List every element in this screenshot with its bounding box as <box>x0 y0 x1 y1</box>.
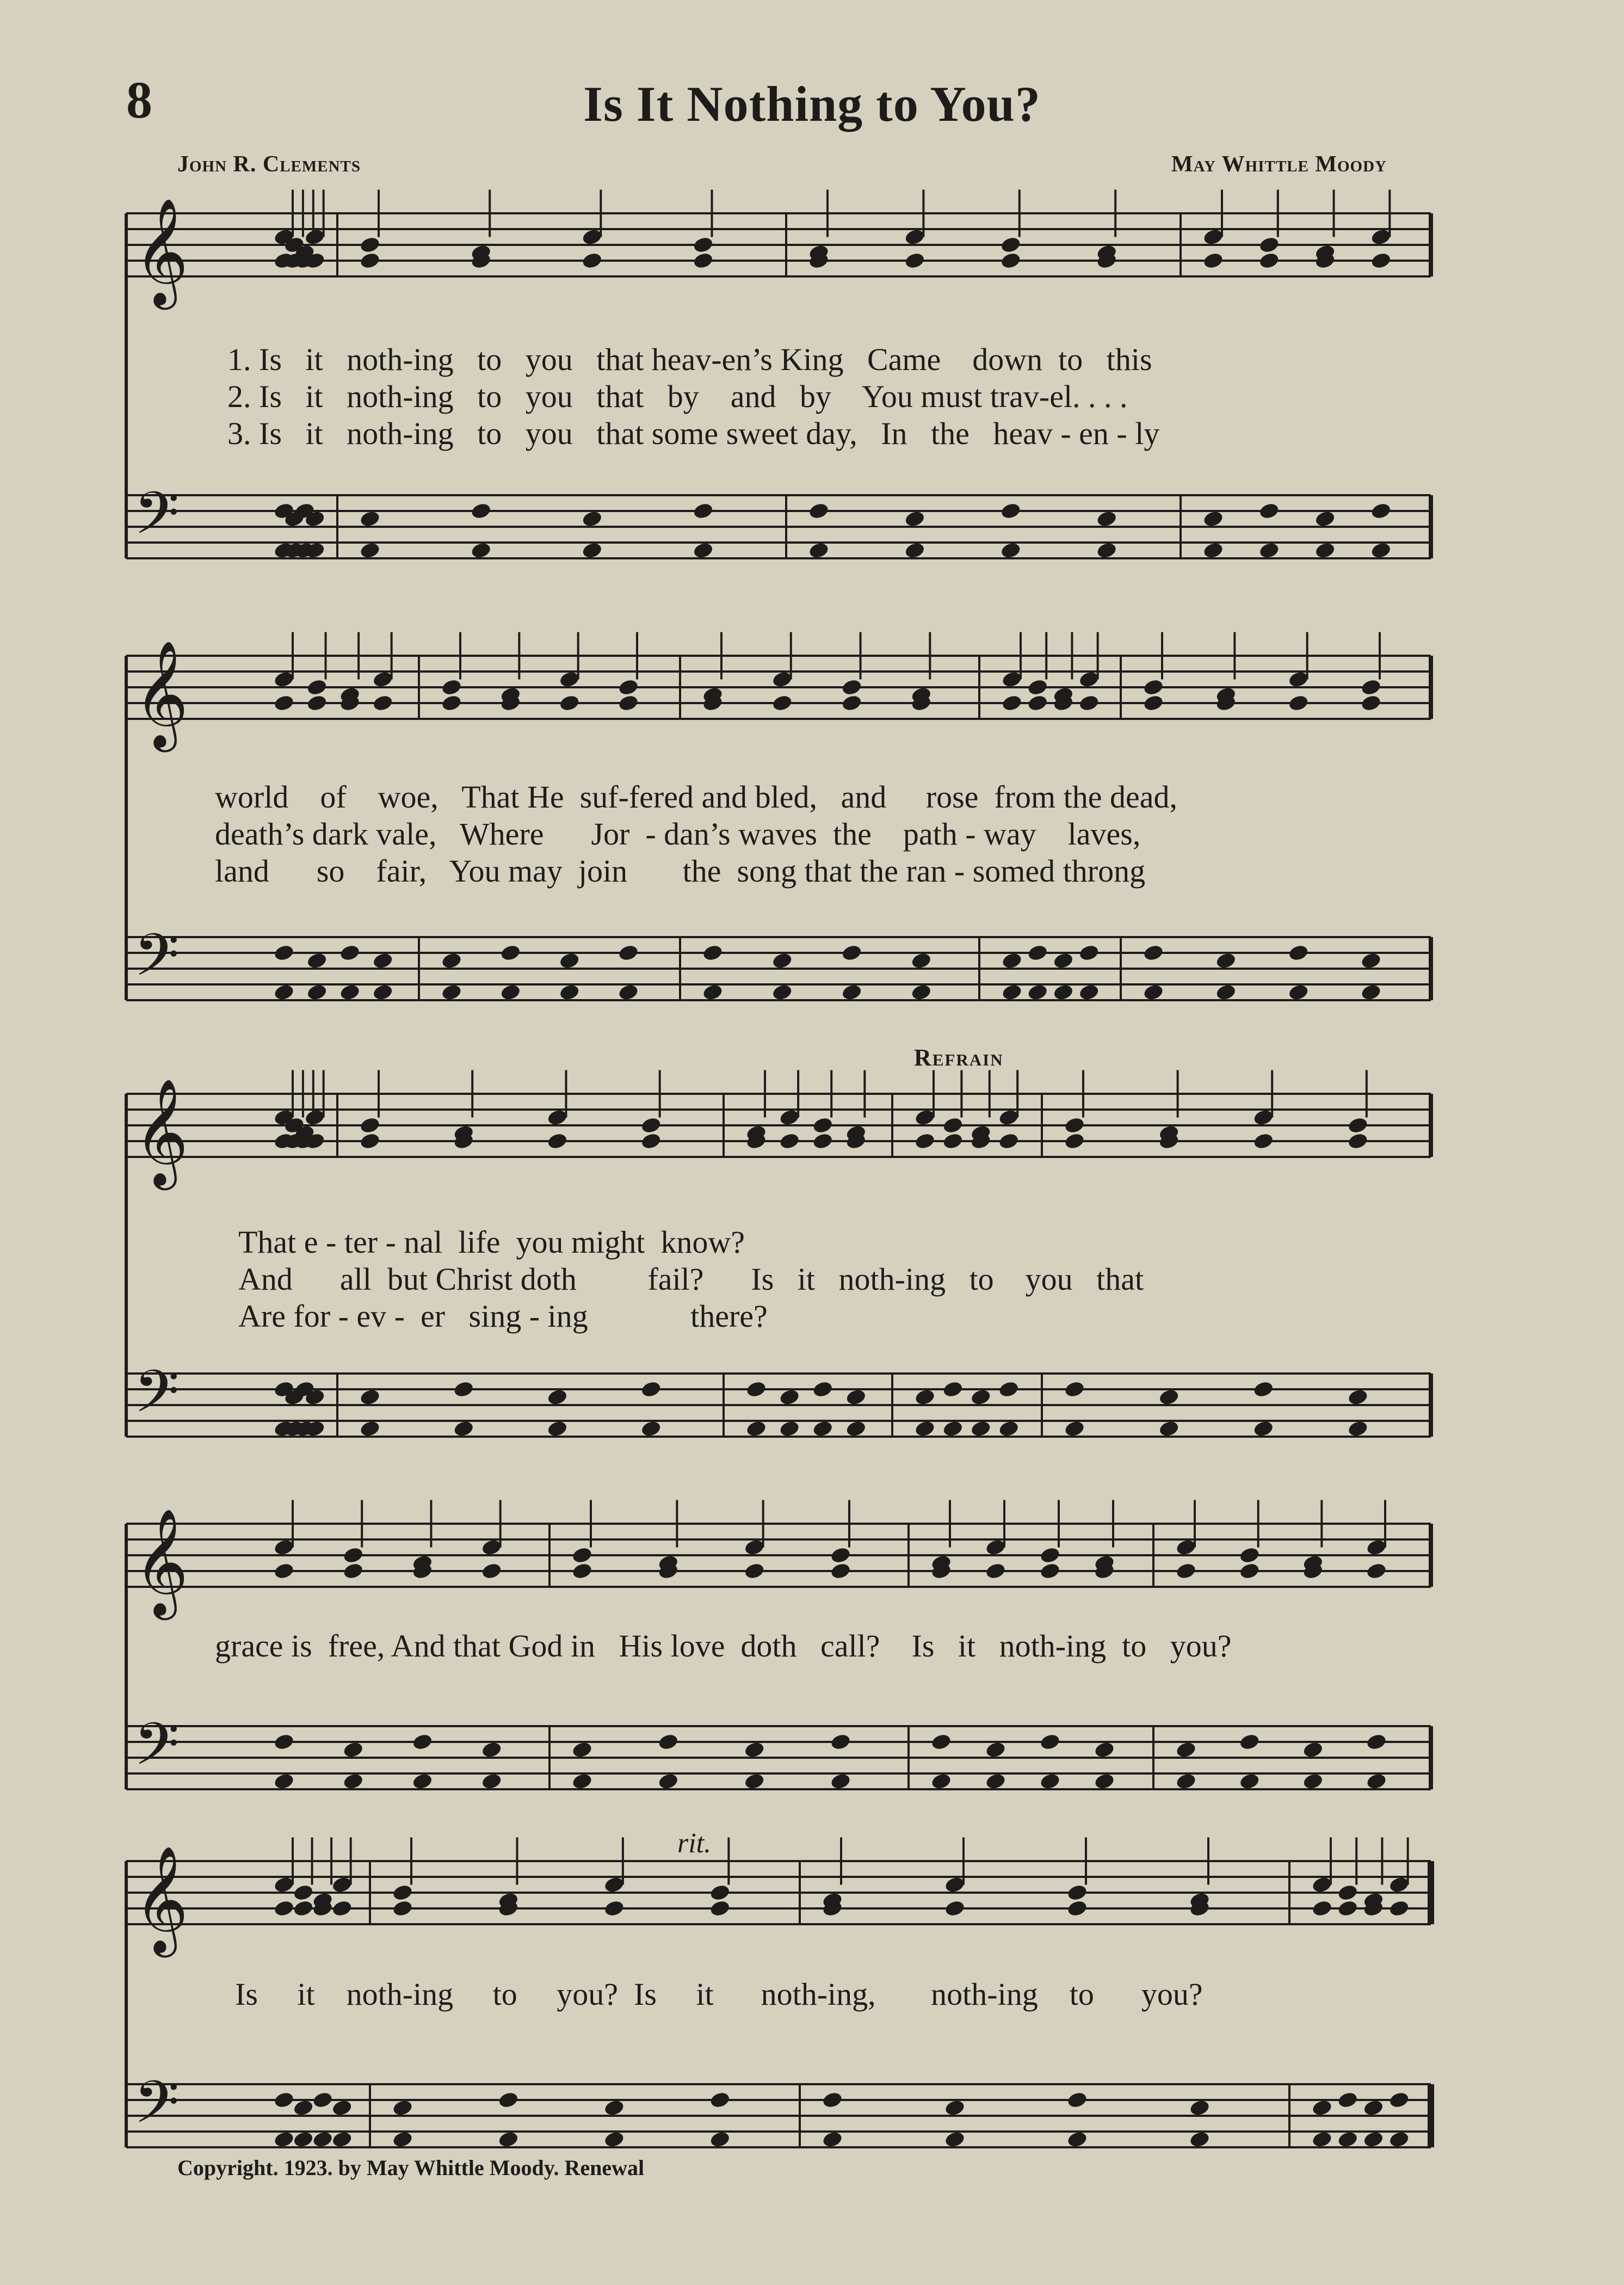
note-head <box>359 1132 381 1150</box>
note-head <box>779 1132 800 1150</box>
note-head <box>1239 1562 1261 1580</box>
note-head <box>453 1419 474 1438</box>
lyricist-credit: John R. Clements <box>177 152 361 177</box>
note-head <box>944 2098 966 2117</box>
note-head <box>1388 2130 1410 2148</box>
note-head <box>942 1380 964 1399</box>
note-head <box>812 1380 833 1399</box>
note-head <box>1366 1733 1387 1751</box>
note-head <box>306 983 328 1001</box>
note-head <box>1258 251 1280 270</box>
note-head <box>657 1733 679 1751</box>
note-head <box>603 2130 625 2148</box>
note-head <box>603 2098 625 2117</box>
note-head <box>1202 541 1224 559</box>
note-head <box>273 1733 295 1751</box>
note-head <box>1347 1388 1369 1406</box>
lyric-line-verse3-system3: Are for - ev - er sing - ing there? <box>238 1298 768 1334</box>
note-head <box>1039 1733 1061 1751</box>
note-head <box>914 1388 936 1406</box>
treble-clef-icon: 𝄞 <box>134 640 189 748</box>
note-head <box>1288 694 1310 712</box>
lyric-line-verse3-system2: land so fair, You may join the song that the ran - somed throng <box>215 853 1146 889</box>
note-head <box>1302 1740 1324 1759</box>
note-head <box>808 541 830 559</box>
note-head <box>603 1899 625 1918</box>
note-head <box>812 1116 833 1135</box>
note-head <box>1202 509 1224 528</box>
note-head <box>830 1546 851 1565</box>
note-head <box>692 541 714 559</box>
note-head <box>1215 951 1237 970</box>
note-head <box>618 678 639 697</box>
note-head <box>1311 1899 1333 1918</box>
refrain-label: Refrain <box>914 1044 1004 1071</box>
note-head <box>830 1772 851 1790</box>
note-head <box>779 1388 800 1406</box>
note-head <box>841 678 862 697</box>
note-head <box>1066 2130 1088 2148</box>
note-head <box>1094 1740 1115 1759</box>
note-head <box>273 1772 295 1790</box>
bass-clef-icon: 𝄢 <box>134 921 180 1003</box>
note-head <box>372 694 394 712</box>
note-head <box>640 1116 662 1135</box>
lyric-line-system4: grace is free, And that God in His love doth call? Is it noth-ing to you? <box>215 1628 1232 1664</box>
note-head <box>359 1388 381 1406</box>
note-head <box>640 1132 662 1150</box>
note-head <box>830 1733 851 1751</box>
note-head <box>640 1380 662 1399</box>
note-head <box>1360 694 1382 712</box>
note-head <box>306 678 328 697</box>
note-head <box>1064 1380 1085 1399</box>
note-head <box>998 1132 1020 1150</box>
note-head <box>1000 236 1022 254</box>
lyric-line-verse3-system1: 3. Is it noth-ing to you that some sweet day, In the heav - en - ly <box>227 416 1160 451</box>
note-head <box>581 251 603 270</box>
note-head <box>392 1883 413 1902</box>
note-head <box>1027 694 1048 712</box>
note-head <box>359 541 381 559</box>
note-head <box>822 2130 843 2148</box>
note-head <box>331 2098 353 2117</box>
note-head <box>292 1899 314 1918</box>
note-head <box>306 694 328 712</box>
note-head <box>779 1419 800 1438</box>
note-head <box>998 1380 1020 1399</box>
lyric-line-verse1-system3: That e - ter - nal life you might know? <box>238 1224 745 1260</box>
note-head <box>771 694 793 712</box>
note-head <box>273 694 295 712</box>
note-head <box>1189 2130 1211 2148</box>
note-head <box>359 509 381 528</box>
note-head <box>571 1546 593 1565</box>
note-head <box>1362 2098 1384 2117</box>
note-head <box>914 1132 936 1150</box>
note-head <box>1096 541 1117 559</box>
note-head <box>1000 502 1022 520</box>
note-head <box>359 251 381 270</box>
bass-clef-icon: 𝄢 <box>134 479 180 562</box>
note-head <box>392 1899 413 1918</box>
note-head <box>812 1132 833 1150</box>
note-head <box>1360 678 1382 697</box>
note-head <box>581 541 603 559</box>
note-head <box>944 1899 966 1918</box>
note-head <box>559 951 581 970</box>
note-head <box>331 1899 353 1918</box>
note-head <box>1288 983 1310 1001</box>
note-head <box>942 1132 964 1150</box>
note-head <box>808 502 830 520</box>
note-head <box>411 1733 433 1751</box>
copyright-notice: Copyright. 1923. by May Whittle Moody. Renewal <box>177 2155 645 2180</box>
note-head <box>904 541 925 559</box>
note-head <box>546 1388 568 1406</box>
note-head <box>1039 1772 1061 1790</box>
note-head <box>1314 509 1336 528</box>
note-head <box>273 2091 295 2109</box>
note-head <box>497 2130 519 2148</box>
note-head <box>1360 983 1382 1001</box>
note-head <box>1189 2098 1211 2117</box>
note-head <box>985 1740 1006 1759</box>
note-head <box>1337 2130 1359 2148</box>
note-head <box>709 1883 731 1902</box>
note-head <box>1252 1419 1274 1438</box>
note-head <box>1064 1116 1085 1135</box>
note-head <box>942 1419 964 1438</box>
note-head <box>1143 678 1164 697</box>
note-head <box>1288 944 1310 962</box>
note-head <box>273 944 295 962</box>
bass-clef-icon: 𝄢 <box>134 1357 180 1440</box>
note-head <box>830 1562 851 1580</box>
note-head <box>1370 251 1392 270</box>
note-head <box>1337 1883 1359 1902</box>
note-head <box>1337 1899 1359 1918</box>
note-head <box>1347 1419 1369 1438</box>
note-head <box>657 1772 679 1790</box>
lyric-line-verse1-system2: world of woe, That He suf-fered and bled, and rose from the dead, <box>215 779 1177 815</box>
note-head <box>292 1883 314 1902</box>
note-head <box>618 944 639 962</box>
note-head <box>744 1772 765 1790</box>
note-head <box>1158 1419 1180 1438</box>
note-head <box>1337 2091 1359 2109</box>
note-head <box>1096 509 1117 528</box>
note-head <box>546 1419 568 1438</box>
note-head <box>372 983 394 1001</box>
note-head <box>559 694 581 712</box>
tempo-marking: rit. <box>677 1828 712 1859</box>
note-head <box>441 694 462 712</box>
note-head <box>745 1380 767 1399</box>
note-head <box>1347 1132 1369 1150</box>
note-head <box>841 983 862 1001</box>
note-head <box>1175 1740 1197 1759</box>
note-head <box>359 1419 381 1438</box>
note-head <box>481 1772 503 1790</box>
note-head <box>441 678 462 697</box>
note-head <box>709 1899 731 1918</box>
note-head <box>1175 1772 1197 1790</box>
lyric-line-verse2-system2: death’s dark vale, Where Jor - dan’s waves the path - way laves, <box>215 816 1141 852</box>
note-head <box>1066 2091 1088 2109</box>
note-head <box>1258 502 1280 520</box>
note-head <box>1078 694 1100 712</box>
note-head <box>342 1740 364 1759</box>
note-head <box>392 2098 413 2117</box>
note-head <box>1347 1116 1369 1135</box>
note-head <box>841 694 862 712</box>
note-head <box>904 251 925 270</box>
note-head <box>942 1116 964 1135</box>
note-head <box>1314 541 1336 559</box>
note-head <box>571 1772 593 1790</box>
note-head <box>453 1380 474 1399</box>
note-head <box>930 1772 952 1790</box>
note-head <box>359 1116 381 1135</box>
note-head <box>581 509 603 528</box>
note-head <box>1001 694 1023 712</box>
note-head <box>985 1772 1006 1790</box>
note-head <box>1370 502 1392 520</box>
note-head <box>904 509 925 528</box>
note-head <box>822 2091 843 2109</box>
note-head <box>497 2091 519 2109</box>
note-head <box>339 944 361 962</box>
note-head <box>1078 944 1100 962</box>
note-head <box>910 983 932 1001</box>
lyric-line-verse2-system3: And all but Christ doth fail? Is it noth-ing to you that <box>238 1261 1144 1297</box>
note-head <box>618 694 639 712</box>
note-head <box>441 983 462 1001</box>
note-head <box>771 951 793 970</box>
note-head <box>571 1562 593 1580</box>
note-head <box>559 983 581 1001</box>
note-head <box>312 2091 334 2109</box>
note-head <box>812 1419 833 1438</box>
note-head <box>1066 1883 1088 1902</box>
note-head <box>1175 1562 1197 1580</box>
note-head <box>845 1388 867 1406</box>
note-head <box>470 502 492 520</box>
note-head <box>499 944 521 962</box>
note-head <box>372 951 394 970</box>
note-head <box>339 983 361 1001</box>
note-head <box>744 1740 765 1759</box>
note-head <box>1311 2098 1333 2117</box>
note-head <box>499 983 521 1001</box>
note-head <box>1239 1546 1261 1565</box>
note-head <box>944 2130 966 2148</box>
note-head <box>1000 541 1022 559</box>
note-head <box>292 2098 314 2117</box>
note-head <box>1370 541 1392 559</box>
note-head <box>1001 983 1023 1001</box>
note-head <box>914 1419 936 1438</box>
note-head <box>930 1733 952 1751</box>
bass-clef-icon: 𝄢 <box>134 2068 180 2151</box>
note-head <box>481 1740 503 1759</box>
note-head <box>910 951 932 970</box>
note-head <box>359 236 381 254</box>
note-head <box>1039 1546 1061 1565</box>
note-head <box>273 1562 295 1580</box>
note-head <box>998 1419 1020 1438</box>
note-head <box>845 1419 867 1438</box>
note-head <box>1311 2130 1333 2148</box>
note-head <box>709 2091 731 2109</box>
note-head <box>1027 944 1048 962</box>
note-head <box>1052 951 1074 970</box>
note-head <box>1094 1772 1115 1790</box>
note-head <box>1202 251 1224 270</box>
note-head <box>441 951 462 970</box>
note-head <box>970 1419 992 1438</box>
treble-clef-icon: 𝄞 <box>134 1078 189 1186</box>
note-head <box>841 944 862 962</box>
note-head <box>1388 1899 1410 1918</box>
note-head <box>1078 983 1100 1001</box>
note-head <box>1039 1562 1061 1580</box>
note-head <box>618 983 639 1001</box>
note-head <box>692 236 714 254</box>
note-head <box>273 983 295 1001</box>
note-head <box>1362 2130 1384 2148</box>
bass-clef-icon: 𝄢 <box>134 1710 180 1793</box>
note-head <box>306 951 328 970</box>
note-head <box>1252 1132 1274 1150</box>
note-head <box>571 1740 593 1759</box>
note-head <box>470 541 492 559</box>
note-head <box>342 1562 364 1580</box>
note-head <box>1143 983 1164 1001</box>
note-head <box>1360 951 1382 970</box>
note-head <box>1388 2091 1410 2109</box>
note-head <box>1302 1772 1324 1790</box>
note-head <box>744 1562 765 1580</box>
hymn-title: Is It Nothing to You? <box>583 76 1041 132</box>
note-head <box>1052 983 1074 1001</box>
note-head <box>1239 1733 1261 1751</box>
note-head <box>1366 1772 1387 1790</box>
note-head <box>1366 1562 1387 1580</box>
lyric-line-verse1-system1: 1. Is it noth-ing to you that heav-en’s King Came down to this <box>227 342 1152 377</box>
note-head <box>709 2130 731 2148</box>
note-head <box>411 1772 433 1790</box>
note-head <box>481 1562 503 1580</box>
note-head <box>771 983 793 1001</box>
note-head <box>273 2130 295 2148</box>
note-head <box>692 502 714 520</box>
lyric-line-system5: Is it noth-ing to you? Is it noth-ing, noth-ing to you? <box>235 1976 1203 2012</box>
note-head <box>702 944 724 962</box>
note-head <box>1064 1419 1085 1438</box>
note-head <box>1027 678 1048 697</box>
treble-clef-icon: 𝄞 <box>134 1845 189 1953</box>
note-head <box>1258 236 1280 254</box>
note-head <box>1215 983 1237 1001</box>
note-head <box>1143 694 1164 712</box>
note-head <box>312 2130 334 2148</box>
note-head <box>342 1546 364 1565</box>
composer-credit: May Whittle Moody <box>1171 152 1387 177</box>
note-head <box>392 2130 413 2148</box>
treble-clef-icon: 𝄞 <box>134 1508 189 1616</box>
note-head <box>745 1419 767 1438</box>
note-head <box>692 251 714 270</box>
note-head <box>1239 1772 1261 1790</box>
note-head <box>273 1899 295 1918</box>
note-head <box>1000 251 1022 270</box>
note-head <box>702 983 724 1001</box>
note-head <box>640 1419 662 1438</box>
note-head <box>1066 1899 1088 1918</box>
note-head <box>1158 1388 1180 1406</box>
note-head <box>1001 951 1023 970</box>
page-number: 8 <box>126 71 152 129</box>
note-head <box>1252 1380 1274 1399</box>
note-head <box>970 1388 992 1406</box>
note-head <box>985 1562 1006 1580</box>
lyric-line-verse2-system1: 2. Is it noth-ing to you that by and by You must trav-el. . . . <box>227 379 1128 414</box>
note-head <box>342 1772 364 1790</box>
note-head <box>1143 944 1164 962</box>
note-head <box>1258 541 1280 559</box>
note-head <box>546 1132 568 1150</box>
treble-clef-icon: 𝄞 <box>134 198 189 305</box>
note-head <box>1027 983 1048 1001</box>
note-head <box>331 2130 353 2148</box>
note-head <box>292 2130 314 2148</box>
note-head <box>1064 1132 1085 1150</box>
